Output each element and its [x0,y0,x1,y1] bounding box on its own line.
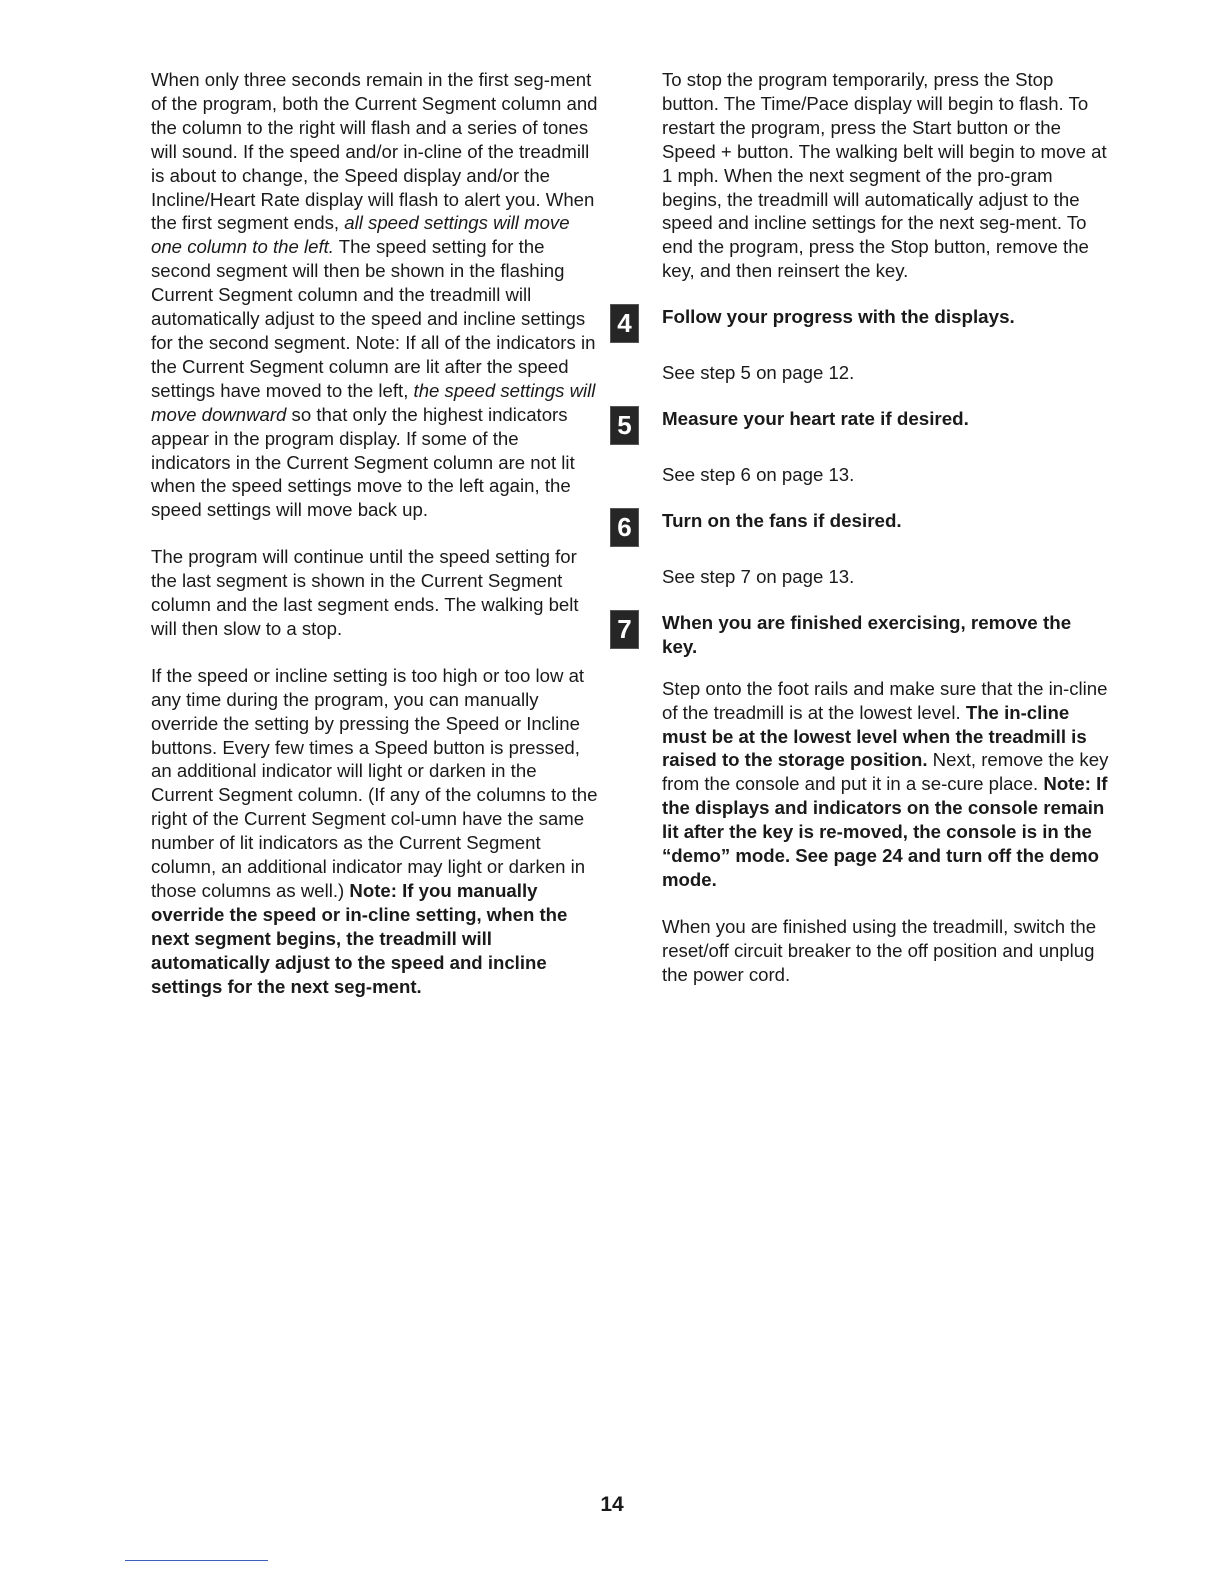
step-number-badge: 7 [610,610,639,649]
paragraph-power-off: When you are finished using the treadmill, switch the reset/off circuit breaker to the off position and unplug the power cord. [662,915,1097,985]
step-title: Measure your heart rate if desired. [662,408,969,430]
step-body: Step onto the foot rails and make sure that the in-cline of the treadmill is at the lowest level. The in-cline must be at the lowest level when the treadmill is raised to the storage position. Next, remove the key from the console and put it in a se-cure place. Note: If the displays and indicators on the console remain lit after the key is re-moved, the console is in the “demo” mode. See page 24 and turn off the demo mode. [662,677,1109,890]
step-number-badge: 4 [610,304,639,343]
step-body: See step 7 on page 13. [662,565,855,587]
italic-phrase: all speed settings will move one column to the left. [151,212,570,258]
right-column [610,68,1110,987]
paragraph-manual-override: If the speed or incline setting is too high or too low at any time during the program, you can manually override the setting by pressing the Speed or Incline buttons. Every few times a Speed button is pressed, an additional indicator will light or darken in the Current Segment column. (If any of the columns to the right of the Current Segment col-umn have the same number of lit indicators as the Current Segment column, an additional indicator may light or darken in those columns as well.) Note: If you manually override the speed or in-cline setting, when the next segment begins, the treadmill will automatically adjust to the speed and incline settings for the next seg-ment. [151,664,598,997]
bold-warning: The in-cline must be at the lowest level when the treadmill is raised to the storage position. [662,701,1087,771]
step-title: Follow your progress with the displays. [662,306,1015,328]
step-6 [610,509,1110,547]
step-body: See step 5 on page 12. [662,362,855,384]
step-title: When you are finished exercising, remove the key. [662,611,1072,657]
step-body: See step 6 on page 13. [662,464,855,486]
paragraph-stop-program: To stop the program temporarily, press the Stop button. The Time/Pace display will begin to flash. To restart the program, press the Start button or the Speed + button. The walking belt will begin to move at 1 mph. When the next segment of the pro-gram begins, the treadmill will automatically adjust to the speed and incline settings for the next seg-ment. To end the program, press the Stop button, remove the key, and then reinsert the key. [662,69,1107,282]
step-number-badge: 6 [610,508,639,547]
footer-rule [125,1560,268,1561]
bold-note: Note: If you manually override the speed or in-cline setting, when the next segment begins, the treadmill will automatically adjust to the speed and incline settings for the next seg-ment. [151,880,568,997]
italic-phrase: the speed settings will move downward [151,379,596,425]
step-5 [610,407,1110,445]
left-column [151,68,599,999]
paragraph-segment-transition: When only three seconds remain in the first seg-ment of the program, both the Current Segment column and the column to the right will flash and a series of tones will sound. If the speed and/or in-cline of the treadmill is about to change, the Speed display and/or the Incline/Heart Rate display will flash to alert you. When the first segment ends, all speed settings will move one column to the left. The speed setting for the second segment will then be shown in the flashing Current Segment column and the treadmill will automatically adjust to the speed and incline settings for the second segment. Note: If all of the indicators in the Current Segment column are lit after the speed settings have moved to the left, the speed settings will move downward so that only the highest indicators appear in the program display. If some of the indicators in the Current Segment column are not lit when the speed settings move to the left again, the speed settings will move back up. [151,69,598,521]
step-number-badge: 5 [610,406,639,445]
bold-note: Note: If the displays and indicators on the console remain lit after the key is re-moved, the console is in the “demo” mode. See page 24 and turn off the demo mode. [662,773,1108,890]
step-7 [610,611,1110,659]
step-4 [610,305,1110,343]
step-title: Turn on the fans if desired. [662,509,902,531]
paragraph-program-end: The program will continue until the speed setting for the last segment is shown in the Current Segment column and the last segment ends. The walking belt will then slow to a stop. [151,546,579,639]
page-number: 14 [600,1493,624,1516]
